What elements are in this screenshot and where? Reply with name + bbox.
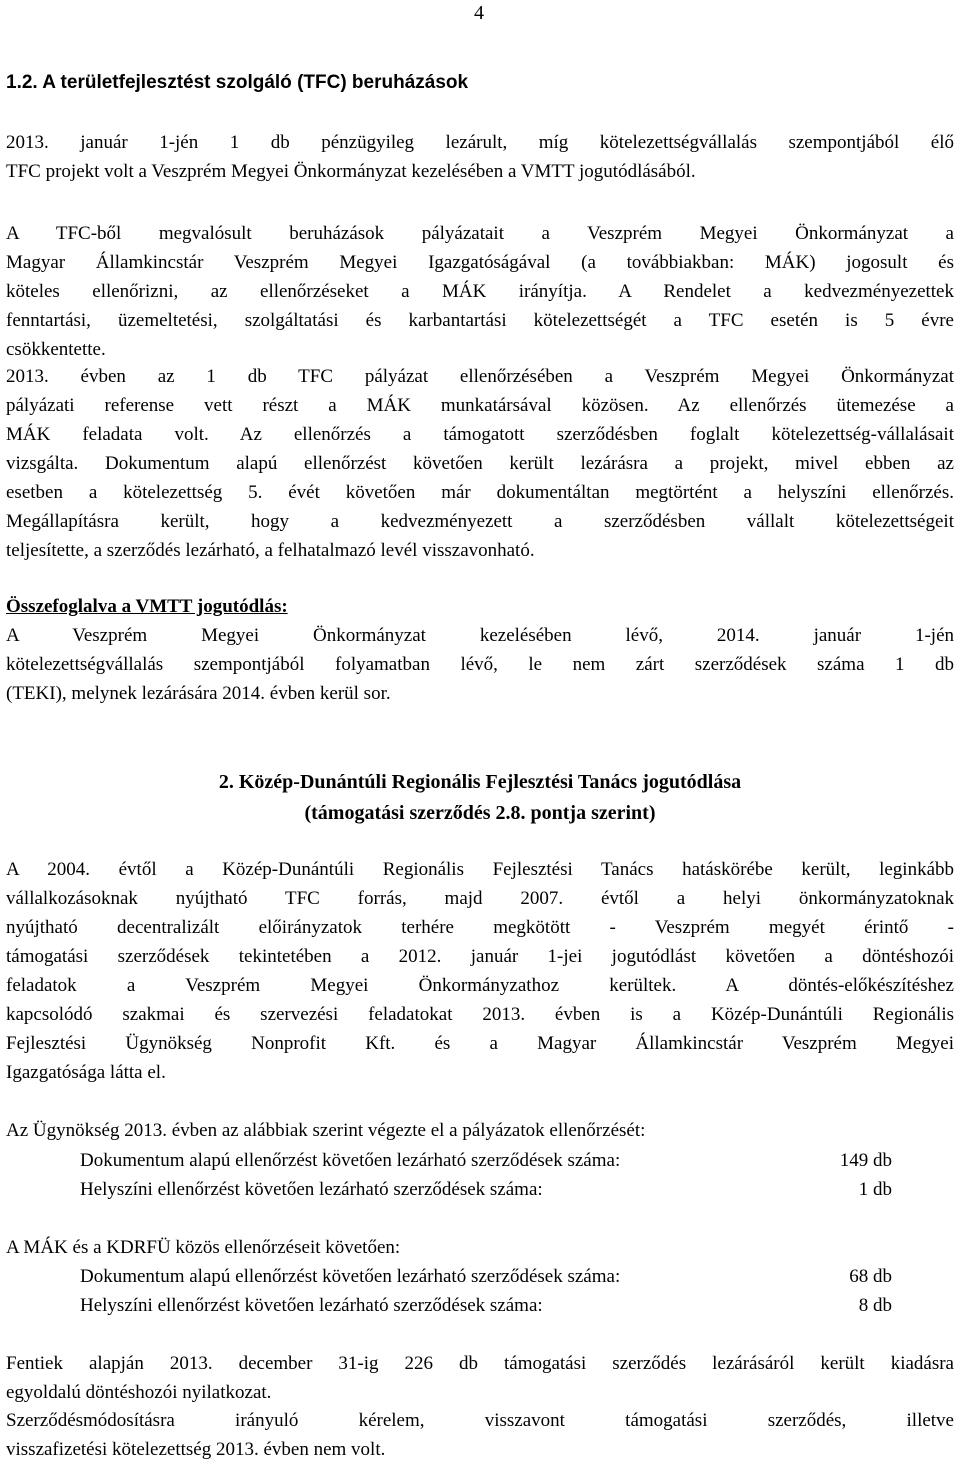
agency-intro: Az Ügynökség 2013. évben az alábbiak szerint végezte el a pályázatok ellenőrzését: (6, 1120, 646, 1141)
agency-row (80, 1146, 892, 1175)
row-value: 149 db (839, 1150, 892, 1171)
paragraph-5 (6, 1349, 954, 1407)
summary-heading: Összefoglalva a VMTT jogutódlás: (6, 596, 288, 617)
agency-row (80, 1175, 892, 1204)
row-label: Dokumentum alapú ellenőrzést követően lezárható szerződések száma: (80, 1266, 621, 1287)
paragraph-line: kapcsolódó szakmai és szervezési feladatokat 2013. évben is a Közép-Dunántúli Regionális (6, 1004, 954, 1025)
paragraph-line: fenntartási, üzemeltetési, szolgáltatási és karbantartási kötelezettségét a TFC esetén is 5 évre (6, 310, 954, 331)
paragraph-line: Megállapításra került, hogy a kedvezményezett a szerződésben vállalt kötelezettségeit (6, 511, 954, 532)
paragraph-line: Szerződésmódosításra irányuló kérelem, visszavont támogatási szerződés, illetve (6, 1410, 954, 1431)
paragraph-3 (6, 362, 954, 565)
paragraph-line: kötelezettségvállalás szempontjából folyamatban lévő, le nem zárt szerződések száma 1 db (6, 654, 954, 675)
paragraph-line: csökkentette. (6, 339, 106, 360)
section2-title-line2: (támogatási szerződés 2.8. pontja szerint) (304, 802, 656, 824)
paragraph-line: 2013. január 1-jén 1 db pénzügyileg lezárult, míg kötelezettségvállalás szempontjából élő (6, 132, 954, 153)
paragraph-line: (TEKI), melynek lezárására 2014. évben kerül sor. (6, 683, 391, 704)
paragraph-line: Fentiek alapján 2013. december 31-ig 226 db támogatási szerződés lezárásáról került kiadásra (6, 1353, 954, 1374)
paragraph-line: TFC projekt volt a Veszprém Megyei Önkormányzat kezelésében a VMTT jogutódlásából. (6, 161, 696, 182)
paragraph-line: feladatok a Veszprém Megyei Önkormányzathoz kerültek. A döntés-előkészítéshez (6, 975, 954, 996)
paragraph-line: A TFC-ből megvalósult beruházások pályázatait a Veszprém Megyei Önkormányzat a (6, 223, 954, 244)
paragraph-6 (6, 1406, 954, 1464)
row-value: 1 db (858, 1179, 892, 1200)
row-value: 8 db (858, 1295, 892, 1316)
paragraph-line: A 2004. évtől a Közép-Dunántúli Regionális Fejlesztési Tanács hatáskörébe került, leginkább (6, 859, 954, 880)
paragraph-line: vállalkozásoknak nyújtható TFC forrás, majd 2007. évtől a helyi önkormányzatoknak (6, 888, 954, 909)
summary-block (6, 592, 954, 708)
paragraph-line: vizsgálta. Dokumentum alapú ellenőrzést követően került lezárásra a projekt, mivel ebben az (6, 453, 954, 474)
paragraph-line: nyújtható decentralizált előirányzatok terhére megkötött - Veszprém megyét érintő - (6, 917, 954, 938)
paragraph-line: A Veszprém Megyei Önkormányzat kezelésében lévő, 2014. január 1-jén (6, 625, 954, 646)
paragraph-line: teljesítette, a szerződés lezárható, a felhatalmazó levél visszavonható. (6, 540, 535, 561)
mak-row (80, 1262, 892, 1291)
mak-intro: A MÁK és a KDRFÜ közös ellenőrzéseit követően: (6, 1237, 401, 1258)
paragraph-line: köteles ellenőrizni, az ellenőrzéseket a MÁK irányítja. A Rendelet a kedvezményezettek (6, 281, 954, 302)
row-label: Dokumentum alapú ellenőrzést követően lezárható szerződések száma: (80, 1150, 621, 1171)
paragraph-1 (6, 128, 954, 186)
paragraph-2 (6, 219, 954, 364)
paragraph-line: Igazgatósága látta el. (6, 1062, 166, 1083)
section-heading: 1.2. A területfejlesztést szolgáló (TFC) beruházások (6, 72, 469, 93)
paragraph-line: MÁK feladata volt. Az ellenőrzés a támogatott szerződésben foglalt kötelezettség-vállalásait (6, 424, 954, 445)
page-number: 4 (474, 2, 484, 24)
paragraph-line: Fejlesztési Ügynökség Nonprofit Kft. és a Magyar Államkincstár Veszprém Megyei (6, 1033, 954, 1054)
row-value: 68 db (849, 1266, 892, 1287)
paragraph-line: 2013. évben az 1 db TFC pályázat ellenőrzésében a Veszprém Megyei Önkormányzat (6, 366, 954, 387)
paragraph-4 (6, 855, 954, 1087)
paragraph-line: esetben a kötelezettség 5. évét követően már dokumentáltan megtörtént a helyszíni ellenőrzés. (6, 482, 954, 503)
mak-row (80, 1291, 892, 1320)
paragraph-line: egyoldalú döntéshozói nyilatkozat. (6, 1382, 272, 1403)
paragraph-line: Magyar Államkincstár Veszprém Megyei Igazgatóságával (a továbbiakban: MÁK) jogosult és (6, 252, 954, 273)
paragraph-line: támogatási szerződések tekintetében a 2012. január 1-jei jogutódlást követően a döntéshozói (6, 946, 954, 967)
row-label: Helyszíni ellenőrzést követően lezárható szerződések száma: (80, 1295, 543, 1316)
row-label: Helyszíni ellenőrzést követően lezárható szerződések száma: (80, 1179, 543, 1200)
paragraph-line: visszafizetési kötelezettség 2013. évben nem volt. (6, 1439, 386, 1460)
section2-title-line1: 2. Közép-Dunántúli Regionális Fejlesztési Tanács jogutódlása (218, 771, 742, 793)
paragraph-line: pályázati referense vett részt a MÁK munkatársával közösen. Az ellenőrzés ütemezése a (6, 395, 954, 416)
